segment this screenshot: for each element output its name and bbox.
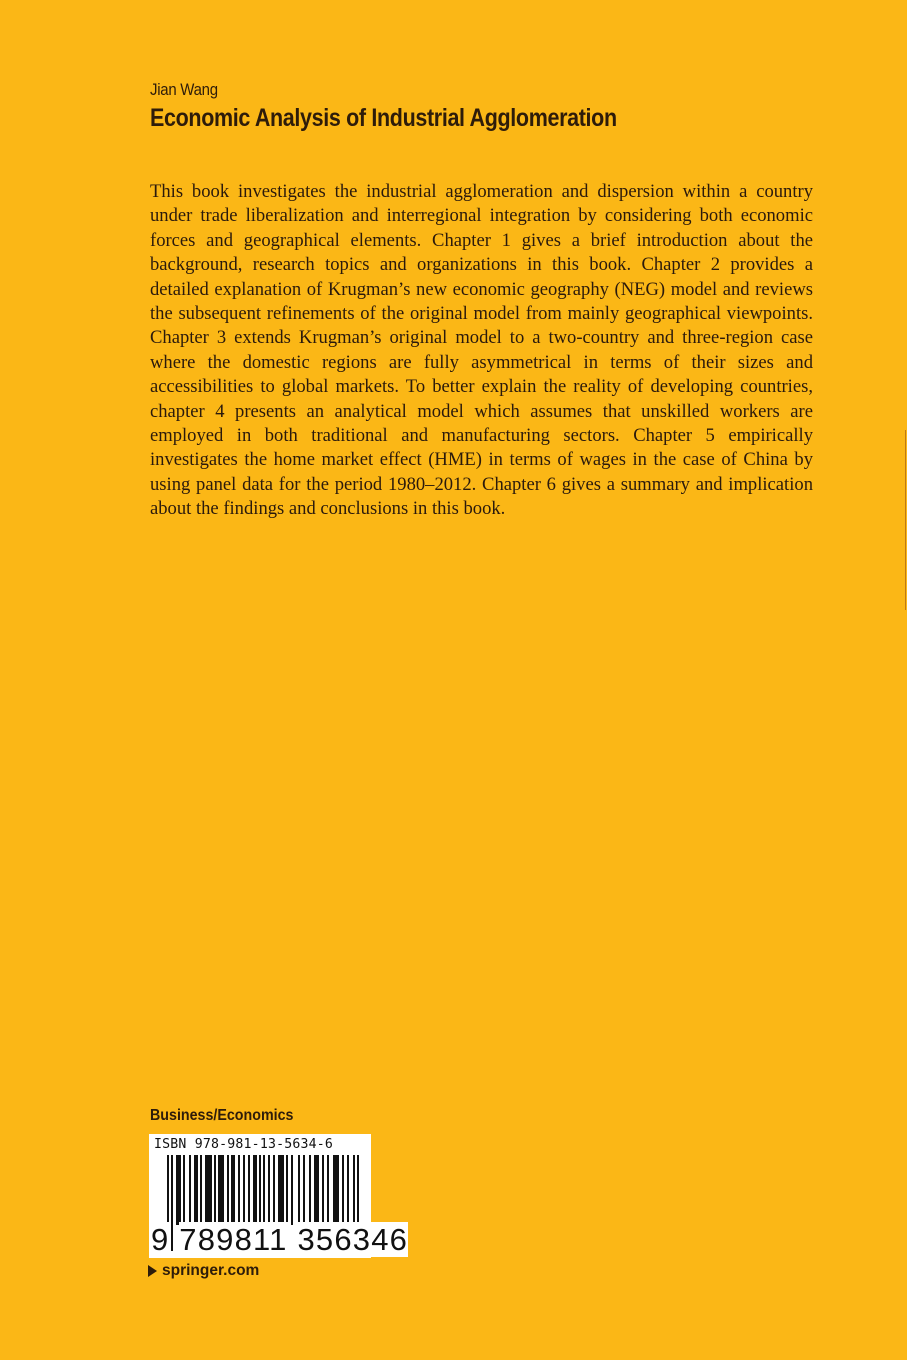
author-name: Jian Wang [150, 80, 218, 99]
ean-first-digit: 9 [151, 1222, 170, 1257]
isbn-barcode [149, 1134, 409, 1258]
ean-left-group: 789811 [179, 1222, 288, 1257]
triangle-right-icon [148, 1265, 157, 1277]
subject-category: Business/Economics [150, 1107, 294, 1124]
publisher-link-text: springer.com [162, 1262, 260, 1279]
book-title: Economic Analysis of Industrial Agglomeration [150, 104, 617, 132]
isbn-label: ISBN 978-981-13-5634-6 [154, 1137, 334, 1152]
edge-divider [905, 430, 906, 610]
book-description: This book investigates the industrial agglomeration and dispersion within a country under trade liberalization and interregional integration by considering both economic forces and geographical elements. Chapter 1 gives a brief introduction about the background, research topics and organizations in this book. Chapter 2 provides a detailed explanation of Krugman’s new economic geography (NEG) model and reviews the subsequent refinements of the original model from mainly geographical viewpoints. Chapter 3 extends Krugman’s original model to a two-country and three-region case where the domestic regions are fully asymmetrical in terms of their sizes and accessibilities to global markets. To better explain the reality of developing countries, chapter 4 presents an analytical model which assumes that unskilled workers are employed in both traditional and manufacturing sectors. Chapter 5 empirically investigates the home market effect (HME) in terms of wages in the case of China by using panel data for the period 1980–2012. Chapter 6 gives a summary and implication about the findings and conclusions in this book. [150, 181, 813, 520]
publisher-link[interactable] [148, 1262, 259, 1280]
ean-digits [151, 1224, 408, 1256]
ean-right-group: 356346 [297, 1222, 409, 1257]
